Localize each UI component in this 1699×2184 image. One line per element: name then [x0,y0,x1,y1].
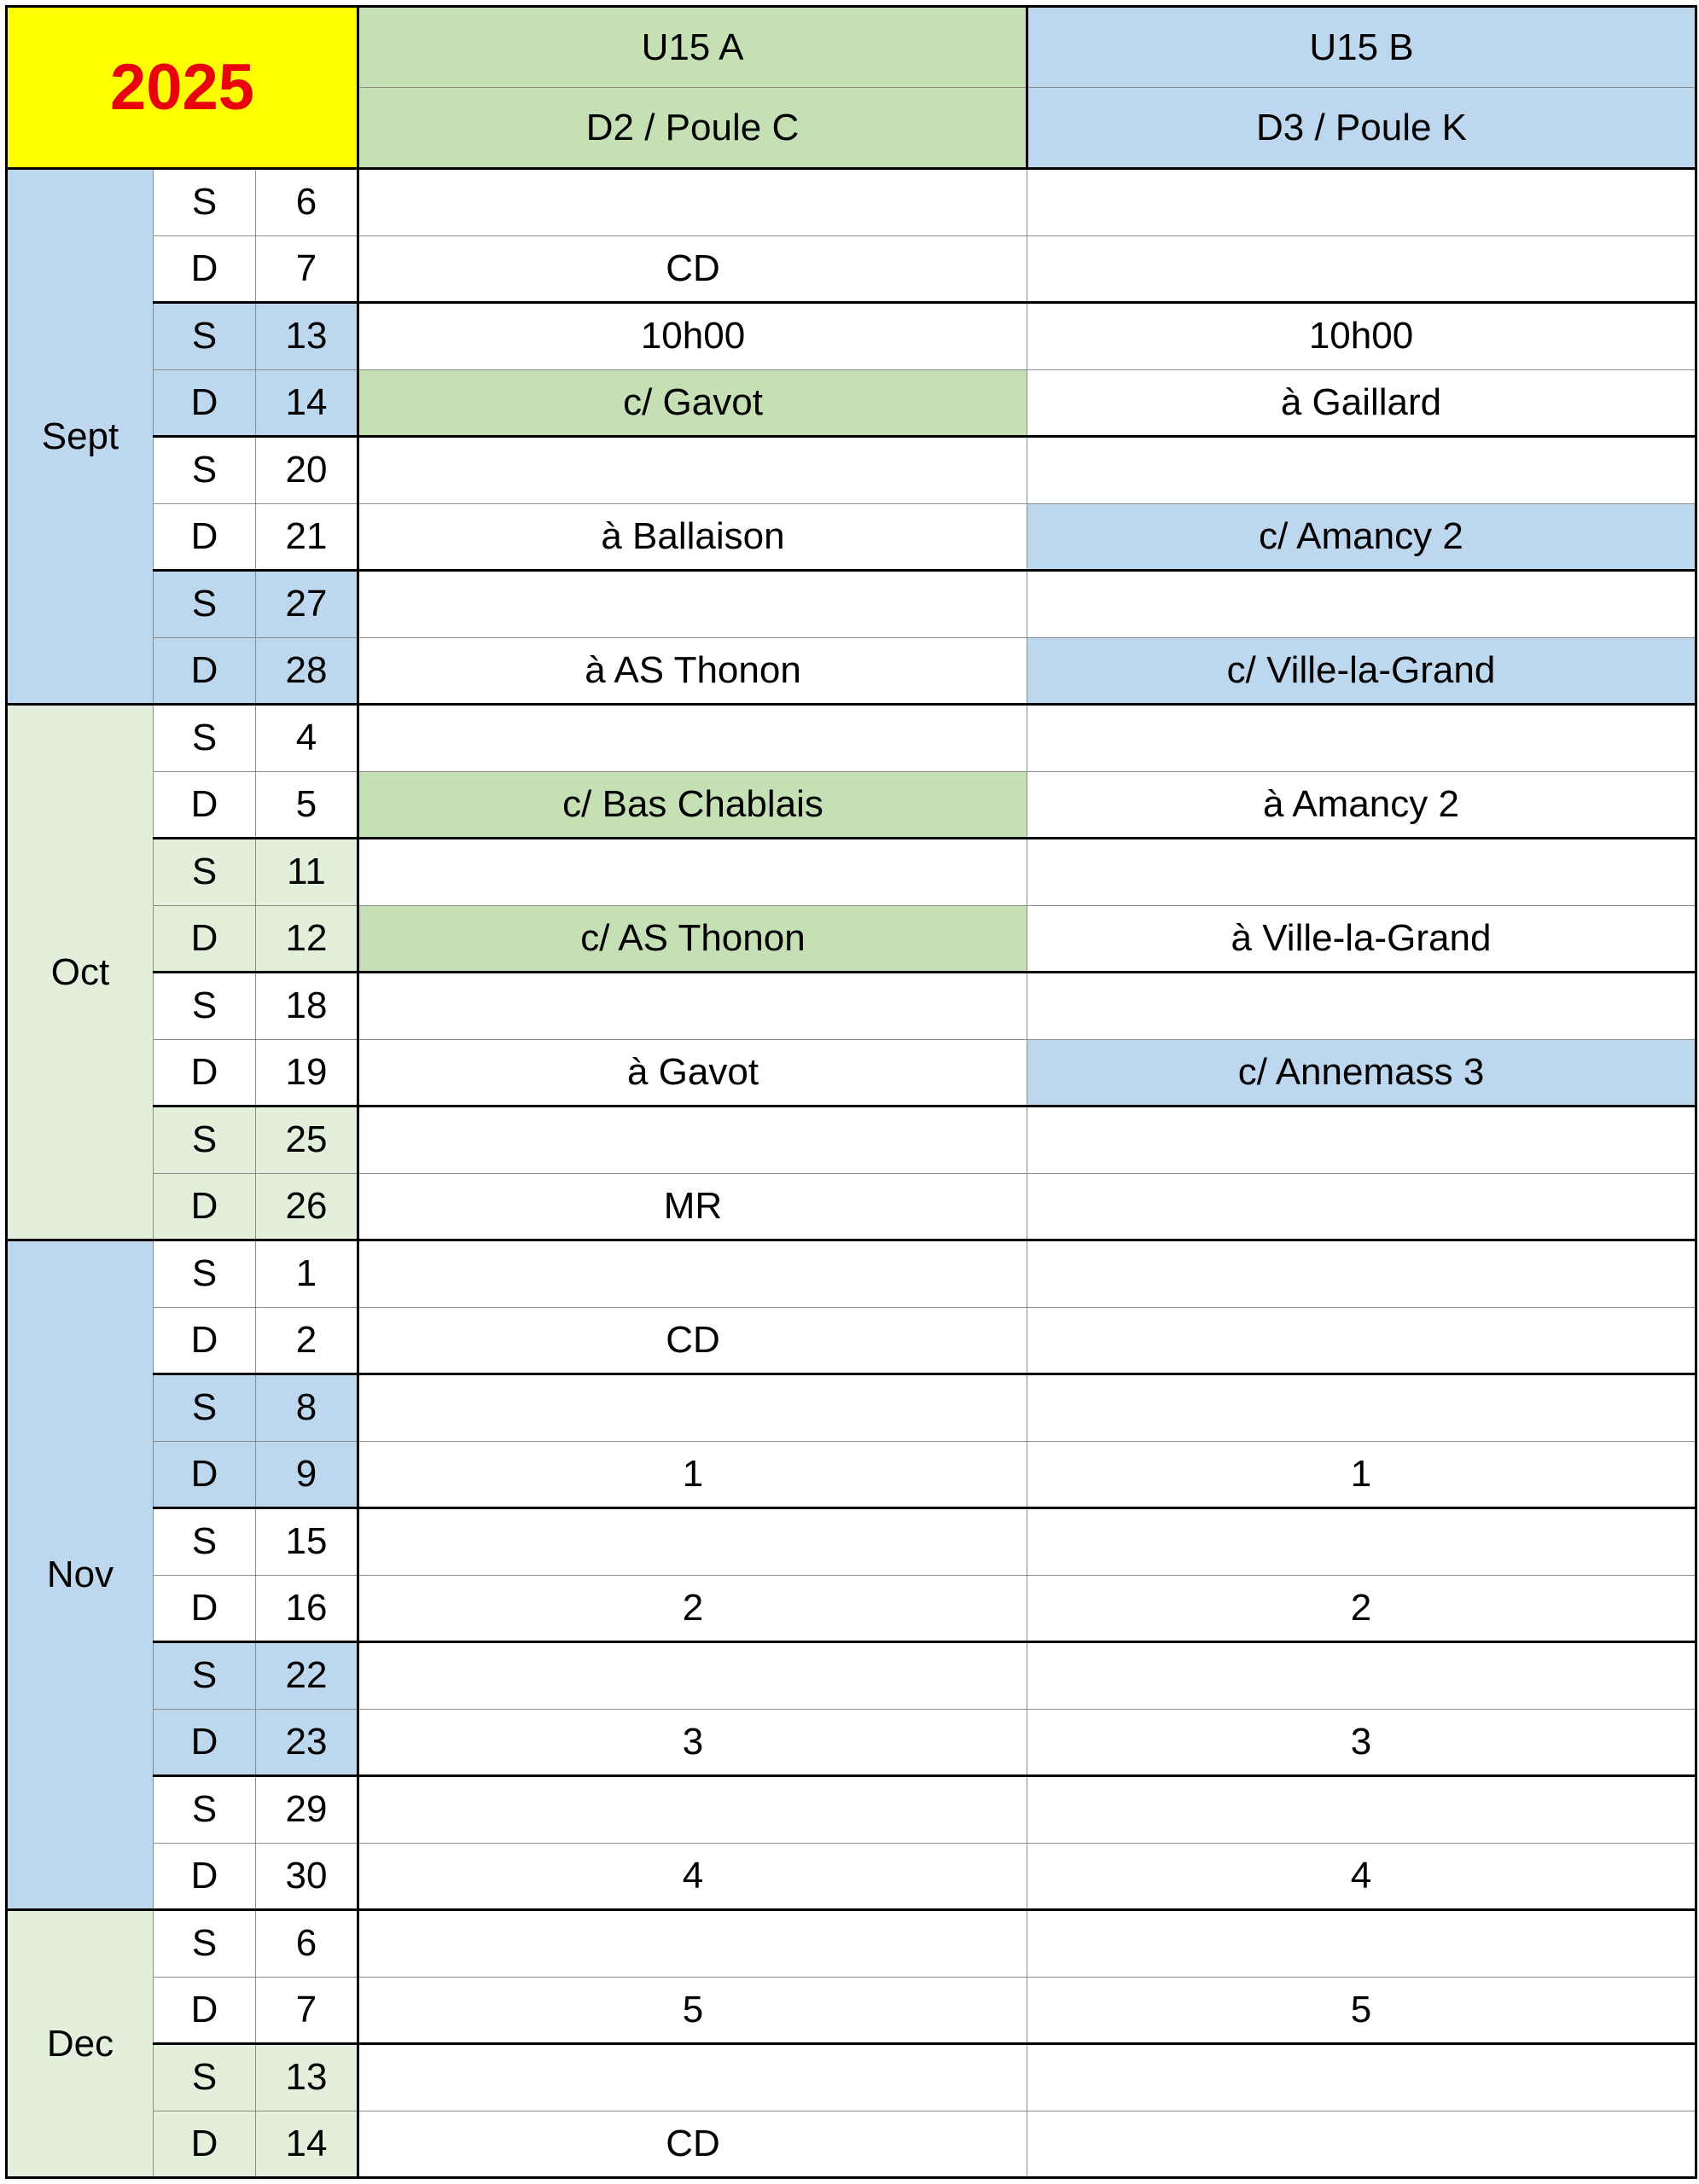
date-cell: 7 [256,235,358,303]
team-b-fixture [1027,1107,1696,1174]
team-a-fixture: 1 [358,1441,1027,1508]
team-a-fixture [358,1776,1027,1844]
schedule-row [7,839,1696,906]
team-b-fixture [1027,571,1696,638]
team-b-fixture: c/ Ville-la-Grand [1027,637,1696,705]
team-a-fixture: CD [358,235,1027,303]
team-b-fixture [1027,1374,1696,1442]
weekday-cell: D [154,637,256,705]
team-a-fixture [358,169,1027,236]
date-cell: 16 [256,1575,358,1642]
weekday-cell: D [154,1977,256,2044]
schedule-row [7,437,1696,504]
date-cell: 15 [256,1508,358,1576]
fixtures-table [5,5,1697,2179]
schedule-row [7,1977,1696,2044]
schedule-row [7,1776,1696,1844]
team-a-fixture [358,2044,1027,2111]
month-label: Oct [7,705,154,1240]
weekday-cell: S [154,1374,256,1442]
schedule-row [7,1709,1696,1776]
weekday-cell: S [154,1240,256,1308]
date-cell: 28 [256,637,358,705]
schedule-row [7,1307,1696,1374]
date-cell: 6 [256,169,358,236]
weekday-cell: D [154,1307,256,1374]
team-a-fixture: c/ AS Thonon [358,905,1027,973]
team-a-fixture: MR [358,1173,1027,1240]
schedule-row [7,235,1696,303]
date-cell: 13 [256,2044,358,2111]
date-cell: 14 [256,2111,358,2178]
date-cell: 19 [256,1039,358,1107]
weekday-cell: S [154,1910,256,1978]
weekday-cell: S [154,1508,256,1576]
team-b-fixture: 1 [1027,1441,1696,1508]
weekday-cell: S [154,169,256,236]
schedule-row [7,1508,1696,1576]
team-a-fixture [358,1508,1027,1576]
weekday-cell: D [154,1039,256,1107]
header-row-team [7,7,1696,88]
team-b-fixture [1027,839,1696,906]
schedule-row [7,1374,1696,1442]
date-cell: 14 [256,369,358,437]
team-b-fixture [1027,1776,1696,1844]
schedule-row [7,2111,1696,2178]
weekday-cell: D [154,1441,256,1508]
team-a-fixture [358,1374,1027,1442]
date-cell: 7 [256,1977,358,2044]
team-a-fixture [358,1240,1027,1308]
team-b-fixture: à Gaillard [1027,369,1696,437]
schedule-row [7,1642,1696,1710]
date-cell: 4 [256,705,358,772]
weekday-cell: D [154,1709,256,1776]
team-a-fixture: 5 [358,1977,1027,2044]
weekday-cell: D [154,905,256,973]
weekday-cell: D [154,1843,256,1910]
weekday-cell: S [154,1776,256,1844]
team-a-fixture [358,571,1027,638]
team-a-fixture [358,973,1027,1040]
schedule-row [7,2044,1696,2111]
team-b-fixture [1027,1173,1696,1240]
season-year: 2025 [7,7,358,169]
team-a-fixture: 3 [358,1709,1027,1776]
fixtures-body [7,7,1696,2178]
weekday-cell: S [154,571,256,638]
weekday-cell: D [154,1575,256,1642]
date-cell: 23 [256,1709,358,1776]
team-b-fixture: à Ville-la-Grand [1027,905,1696,973]
team-a-fixture: à AS Thonon [358,637,1027,705]
date-cell: 9 [256,1441,358,1508]
weekday-cell: S [154,839,256,906]
team-a-fixture: à Gavot [358,1039,1027,1107]
team-b-fixture [1027,1307,1696,1374]
team-a-fixture [358,1107,1027,1174]
schedule-row [7,1240,1696,1308]
team-b-fixture [1027,1642,1696,1710]
team-b-fixture: 2 [1027,1575,1696,1642]
month-label: Dec [7,1910,154,2178]
weekday-cell: D [154,2111,256,2178]
schedule-row [7,637,1696,705]
weekday-cell: D [154,771,256,839]
date-cell: 26 [256,1173,358,1240]
team-a-fixture: CD [358,2111,1027,2178]
weekday-cell: S [154,303,256,370]
schedule-row [7,369,1696,437]
schedule-row [7,1441,1696,1508]
team-a-name: U15 A [358,7,1027,88]
date-cell: 11 [256,839,358,906]
weekday-cell: S [154,2044,256,2111]
team-a-fixture [358,437,1027,504]
weekday-cell: D [154,235,256,303]
team-a-fixture [358,1910,1027,1978]
team-b-fixture: à Amancy 2 [1027,771,1696,839]
date-cell: 20 [256,437,358,504]
weekday-cell: D [154,369,256,437]
schedule-row [7,571,1696,638]
date-cell: 1 [256,1240,358,1308]
date-cell: 8 [256,1374,358,1442]
team-a-fixture [358,705,1027,772]
team-b-fixture [1027,2044,1696,2111]
team-a-fixture [358,1642,1027,1710]
date-cell: 13 [256,303,358,370]
date-cell: 22 [256,1642,358,1710]
schedule-row [7,503,1696,571]
team-b-fixture [1027,1910,1696,1978]
team-b-fixture [1027,169,1696,236]
team-b-fixture [1027,1508,1696,1576]
team-b-name: U15 B [1027,7,1696,88]
date-cell: 18 [256,973,358,1040]
weekday-cell: D [154,503,256,571]
weekday-cell: S [154,973,256,1040]
weekday-cell: S [154,1642,256,1710]
team-a-fixture: c/ Gavot [358,369,1027,437]
team-b-fixture: c/ Annemass 3 [1027,1039,1696,1107]
team-b-fixture [1027,705,1696,772]
date-cell: 30 [256,1843,358,1910]
schedule-row [7,1843,1696,1910]
schedule-row [7,1173,1696,1240]
date-cell: 21 [256,503,358,571]
schedule-row [7,1107,1696,1174]
schedule-row [7,905,1696,973]
team-b-fixture: 10h00 [1027,303,1696,370]
team-a-fixture: c/ Bas Chablais [358,771,1027,839]
date-cell: 5 [256,771,358,839]
date-cell: 2 [256,1307,358,1374]
date-cell: 29 [256,1776,358,1844]
schedule-row [7,973,1696,1040]
date-cell: 6 [256,1910,358,1978]
weekday-cell: S [154,705,256,772]
schedule-row [7,1039,1696,1107]
team-b-fixture [1027,437,1696,504]
team-b-fixture: 5 [1027,1977,1696,2044]
date-cell: 12 [256,905,358,973]
schedule-row [7,771,1696,839]
weekday-cell: D [154,1173,256,1240]
weekday-cell: S [154,437,256,504]
team-b-fixture: c/ Amancy 2 [1027,503,1696,571]
team-b-fixture [1027,2111,1696,2178]
date-cell: 27 [256,571,358,638]
team-b-fixture [1027,235,1696,303]
team-a-fixture: CD [358,1307,1027,1374]
team-b-division: D3 / Poule K [1027,88,1696,169]
date-cell: 25 [256,1107,358,1174]
team-b-fixture [1027,973,1696,1040]
schedule-row [7,705,1696,772]
team-b-fixture: 3 [1027,1709,1696,1776]
team-a-fixture [358,839,1027,906]
team-a-fixture: 2 [358,1575,1027,1642]
team-a-fixture: 4 [358,1843,1027,1910]
weekday-cell: S [154,1107,256,1174]
month-label: Sept [7,169,154,705]
schedule-row [7,169,1696,236]
schedule-row [7,1575,1696,1642]
month-label: Nov [7,1240,154,1910]
schedule-row [7,1910,1696,1978]
team-a-fixture: à Ballaison [358,503,1027,571]
schedule-row [7,303,1696,370]
team-b-fixture [1027,1240,1696,1308]
team-b-fixture: 4 [1027,1843,1696,1910]
team-a-fixture: 10h00 [358,303,1027,370]
team-a-division: D2 / Poule C [358,88,1027,169]
